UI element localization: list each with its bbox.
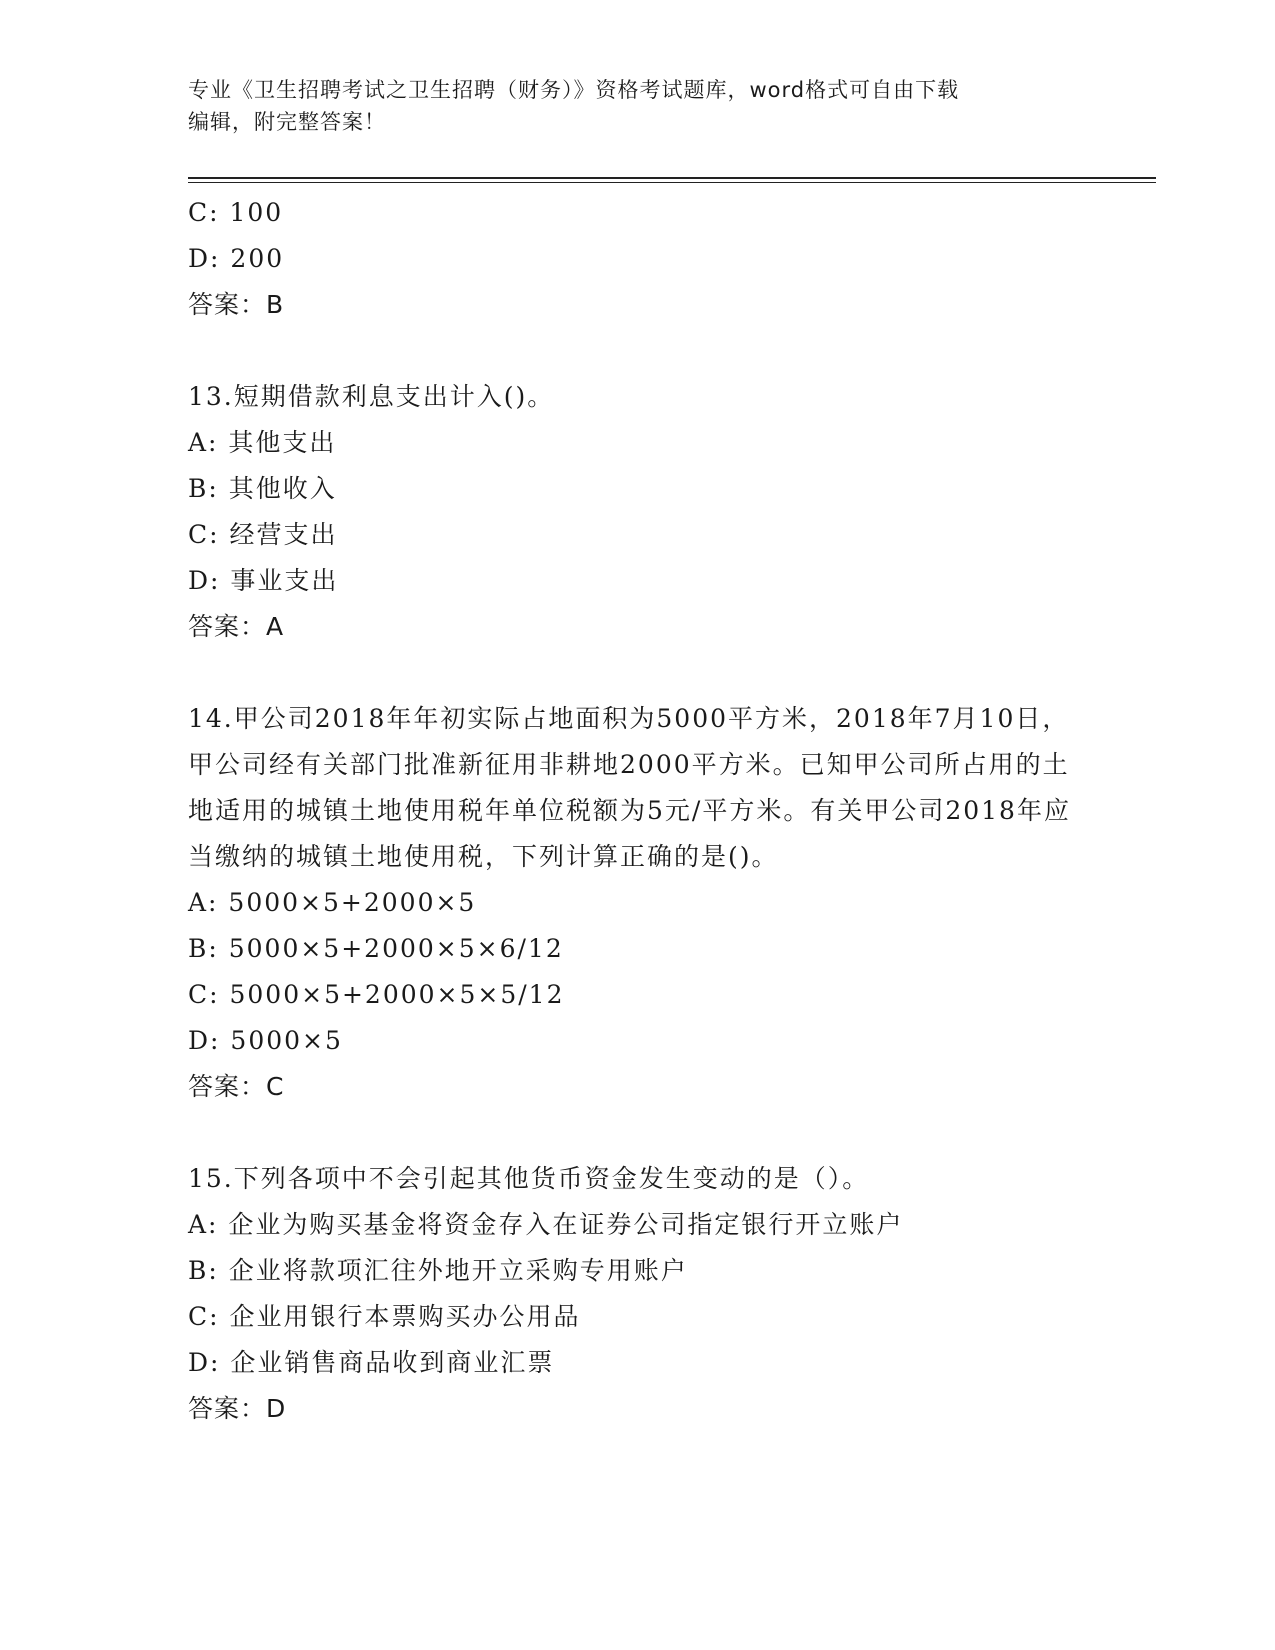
option-a: A: 其他支出 xyxy=(188,428,337,457)
document-header xyxy=(188,74,1088,138)
option-d: D: 企业销售商品收到商业汇票 xyxy=(188,1348,555,1377)
option-c: C: 经营支出 xyxy=(188,520,338,549)
answer: 答案：D xyxy=(188,1394,287,1423)
option-b: B: 企业将款项汇往外地开立采购专用账户 xyxy=(188,1256,688,1285)
option-d: D: 事业支出 xyxy=(188,566,339,595)
header-line-2: 编辑，附完整答案！ xyxy=(188,110,386,134)
option-a: A: 5000×5+2000×5 xyxy=(188,888,477,917)
answer: 答案：C xyxy=(188,1072,285,1101)
option-c: C: 100 xyxy=(188,198,284,227)
header-line-1: 专业《卫生招聘考试之卫生招聘（财务）》资格考试题库，word格式可自由下载 xyxy=(188,78,960,102)
option-b: B: 其他收入 xyxy=(188,474,337,503)
option-d: D: 200 xyxy=(188,244,285,273)
question-stem-13: 13.短期借款利息支出计入()。 xyxy=(188,382,555,411)
header-rule-thick xyxy=(188,177,1156,179)
answer: 答案：B xyxy=(188,290,285,319)
option-d: D: 5000×5 xyxy=(188,1026,343,1055)
answer: 答案：A xyxy=(188,612,285,641)
option-c: C: 企业用银行本票购买办公用品 xyxy=(188,1302,581,1331)
question-stem-14: 14.甲公司2018年年初实际占地面积为5000平方米，2018年7月10日，甲公司经有关部门批准新征用非耕地2000平方米。已知甲公司所占用的土地适用的城镇土地使用税年单位税额为5元/平方米。有关甲公司2018年应当缴纳的城镇土地使用税，下列计算正确的是()。 xyxy=(188,704,1071,871)
question-stem-15: 15.下列各项中不会引起其他货币资金发生变动的是（）。 xyxy=(188,1164,870,1193)
question-list xyxy=(188,190,1088,1432)
option-a: A: 企业为购买基金将资金存入在证券公司指定银行开立账户 xyxy=(188,1210,904,1239)
header-rule-thin xyxy=(188,182,1156,183)
option-b: B: 5000×5+2000×5×6/12 xyxy=(188,934,564,963)
option-c: C: 5000×5+2000×5×5/12 xyxy=(188,980,565,1009)
